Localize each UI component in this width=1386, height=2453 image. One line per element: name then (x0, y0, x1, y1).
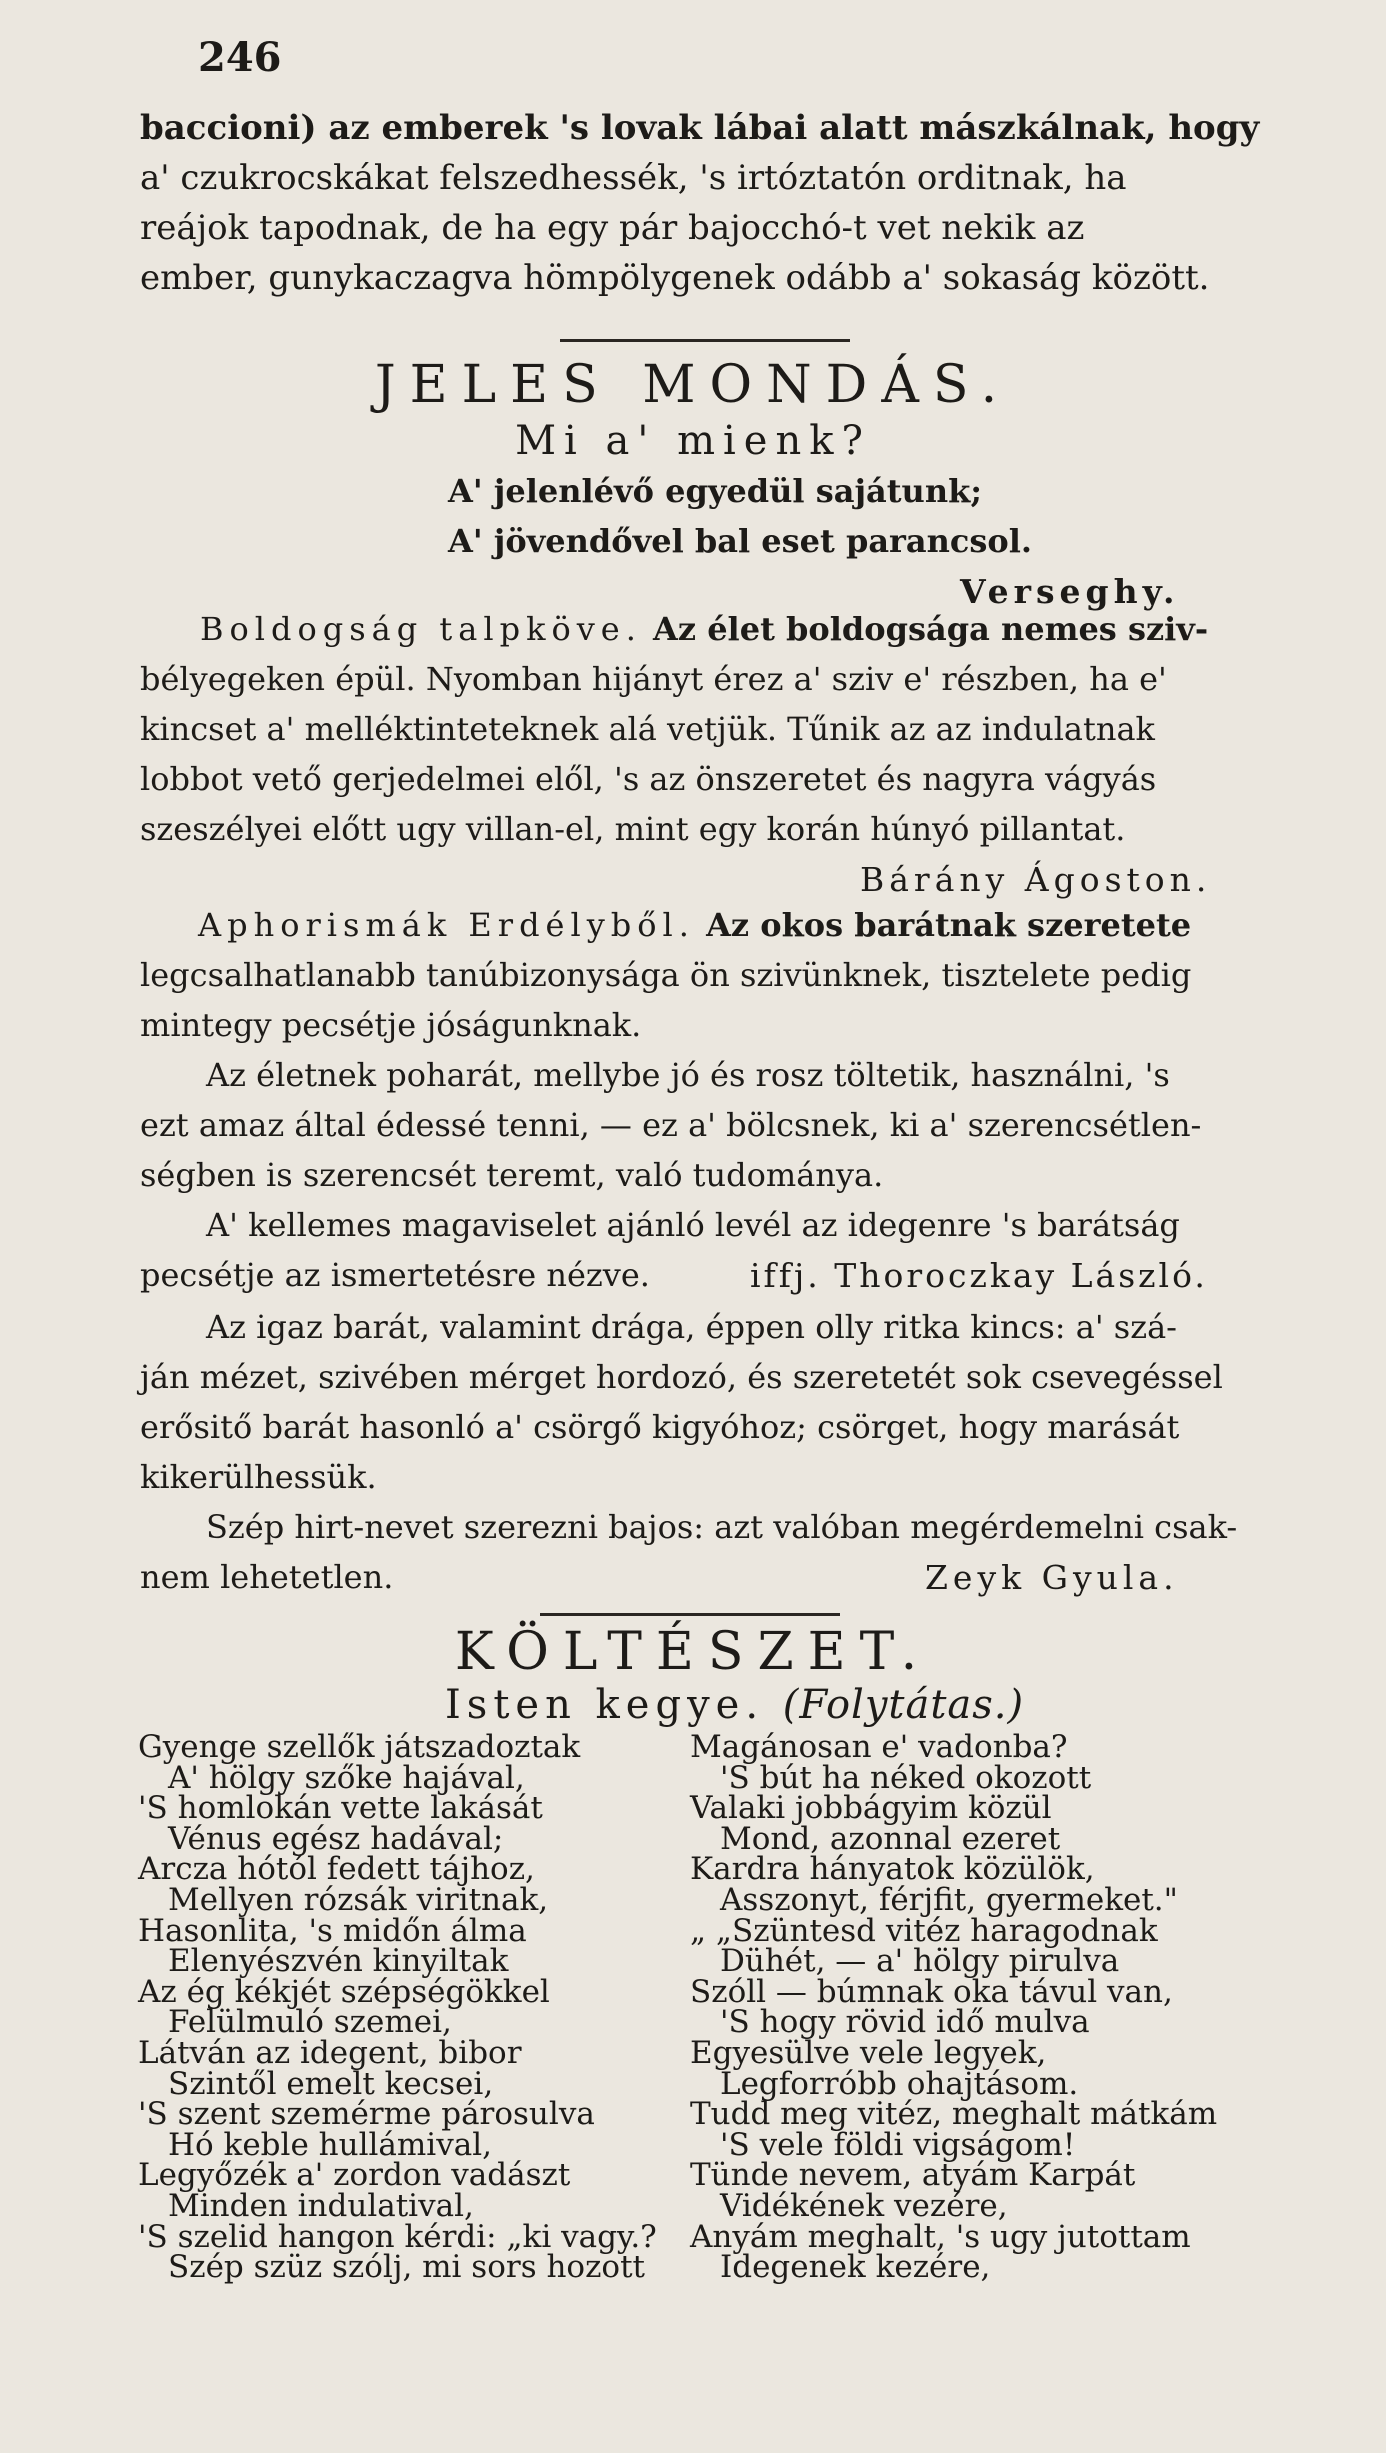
author-signature: Bárány Ágoston. (860, 860, 1212, 899)
poem-line: Arcza hótól fedett tájhoz, (138, 1851, 535, 1888)
text-line: ezt amaz által édessé tenni, — ez a' bölcsnek, ki a' szerencsétlen- (140, 1106, 1202, 1144)
poem-line: Kardra hányatok közülök, (690, 1851, 1095, 1888)
poem-line: „ „Szüntesd vitéz haragodnak (690, 1912, 1158, 1949)
author-signature: Zeyk Gyula. (925, 1558, 1179, 1597)
poem-line: Látván az idegent, bibor (138, 2034, 522, 2071)
poem-line: Szóll — búmnak oka távul van, (690, 1973, 1173, 2010)
poem-line: A' hölgy szőke hajával, (168, 1759, 525, 1796)
page-number: 246 (198, 34, 282, 81)
poem-line: 'S bút ha néked okozott (720, 1759, 1092, 1796)
poem-line: Elenyészvén kinyiltak (168, 1943, 509, 1980)
text-line: legcsalhatlanabb tanúbizonysága ön szivünknek, tisztelete pedig (140, 956, 1192, 994)
text-line: ségben is szerencsét teremt, való tudománya. (140, 1156, 884, 1194)
text-line: kikerülhessük. (140, 1458, 377, 1496)
text-line: A' kellemes magaviselet ajánló levél az idegenre 's barátság (206, 1206, 1180, 1244)
quote-author: Verseghy. (960, 572, 1180, 611)
poem-line: Tünde nevem, atyám Karpát (690, 2157, 1136, 2194)
section-divider (560, 339, 850, 342)
text-line: mintegy pecsétje jóságunknak. (140, 1006, 642, 1044)
section-title: KÖLTÉSZET. (454, 1622, 932, 1682)
text-line: pecsétje az ismertetésre nézve. (140, 1256, 650, 1294)
poem-line: Valaki jobbágyim közül (690, 1790, 1052, 1827)
poem-title-note: (Folytátas.) (782, 1682, 1025, 1728)
poem-line: Idegenek kezére, (720, 2249, 991, 2286)
text-line: nem lehetetlen. (140, 1558, 394, 1596)
poem-line: Legforróbb ohajtásom. (720, 2065, 1079, 2102)
poem-line: Hasonlita, 's midőn álma (138, 1912, 527, 1949)
section-divider (540, 1613, 840, 1616)
poem-line: Tudd meg vitéz, meghalt mátkám (690, 2096, 1218, 2133)
author-signature: iffj. Thoroczkay László. (750, 1256, 1208, 1295)
poem-line: Az ég kékjét szépségökkel (138, 1973, 550, 2010)
poem-line: Dühét, — a' hölgy pirulva (720, 1943, 1120, 1980)
poem-line: Anyám meghalt, 's ugy jutottam (690, 2218, 1191, 2255)
text-line: Szép hirt-nevet szerezni bajos: azt valóban megérdemelni csak- (206, 1508, 1238, 1546)
text-line: ember, gunykaczagva hömpölygenek odább a' sokaság között. (140, 258, 1210, 298)
poem-line: Szintől emelt kecsei, (168, 2065, 494, 2102)
poem-line: 'S hogy rövid idő mulva (720, 2004, 1090, 2041)
text-line: Az igaz barát, valamint drága, éppen olly ritka kincs: a' szá- (206, 1308, 1177, 1346)
poem-line: Vidékének vezére, (720, 2187, 1008, 2224)
poem-line: Magánosan e' vadonba? (690, 1729, 1068, 1765)
poem-title-text: Isten kegye. (445, 1682, 765, 1728)
poem-column-right (690, 1729, 1218, 2286)
poem-line: Egyesülve vele legyek, (690, 2034, 1047, 2071)
text-line (200, 610, 1208, 648)
poem-title (445, 1682, 1024, 1728)
poem-line: Legyőzék a' zordon vadászt (138, 2157, 571, 2194)
poem-line: Minden indulatival, (168, 2187, 474, 2224)
inline-title: Aphorismák Erdélyből. (198, 906, 695, 944)
text-line: baccioni) az emberek 's lovak lábai alatt mászkálnak, hogy (140, 108, 1260, 148)
text-line: reájok tapodnak, de ha egy pár bajocchó-t vet nekik az (140, 208, 1085, 248)
text-line: bélyegeken épül. Nyomban hijányt érez a' sziv e' részben, ha e' (140, 660, 1167, 698)
section-title: JELES MONDÁS. (374, 355, 1012, 415)
text-line: a' czukrocskákat felszedhessék, 's irtóztatón orditnak, ha (140, 158, 1127, 198)
text-line (198, 906, 1191, 944)
poem-line: 'S homlokán vette lakását (138, 1790, 543, 1827)
text-line: kincset a' melléktinteteknek alá vetjük. Tűnik az az indulatnak (140, 710, 1155, 748)
poem-line: Asszonyt, férjfit, gyermeket." (720, 1881, 1178, 1918)
text-line: lobbot vető gerjedelmei elől, 's az önszeretet és nagyra vágyás (140, 760, 1157, 798)
poem-line: Mellyen rózsák viritnak, (168, 1881, 549, 1918)
text-line: ján mézet, szivében mérget hordozó, és szeretetét sok csevegéssel (140, 1358, 1223, 1396)
inline-title: Boldogság talpköve. (200, 610, 642, 648)
poem-line: 'S szelid hangon kérdi: „ki vagy.? (138, 2218, 657, 2255)
inline-text: Az okos barátnak szeretete (694, 906, 1192, 944)
poem-line: Felülmuló szemei, (168, 2004, 452, 2041)
poem-line: Szép szüz szólj, mi sors hozott (168, 2249, 646, 2286)
poem-line: 'S szent szemérme párosulva (138, 2096, 595, 2133)
poem-line: 'S vele földi vigságom! (720, 2126, 1076, 2163)
poem-column-left (138, 1729, 657, 2286)
text-line: Az életnek poharát, mellybe jó és rosz töltetik, használni, 's (206, 1056, 1170, 1094)
inline-text: Az élet boldogsága nemes sziv- (641, 610, 1209, 648)
poem-line: Vénus egész hadával; (168, 1820, 504, 1857)
quote-line: A' jelenlévő egyedül sajátunk; (448, 472, 983, 510)
poem-line: Gyenge szellők játszadoztak (138, 1729, 581, 1765)
section-subtitle: Mi a' mienk? (515, 418, 871, 464)
text-line: erősitő barát hasonló a' csörgő kigyóhoz; csörget, hogy marását (140, 1408, 1180, 1446)
poem-line: Mond, azonnal ezeret (720, 1820, 1061, 1857)
poem-line: Hó keble hullámival, (168, 2126, 492, 2163)
quote-line: A' jövendővel bal eset parancsol. (448, 522, 1033, 560)
text-line: szeszélyei előtt ugy villan-el, mint egy korán húnyó pillantat. (140, 810, 1126, 848)
